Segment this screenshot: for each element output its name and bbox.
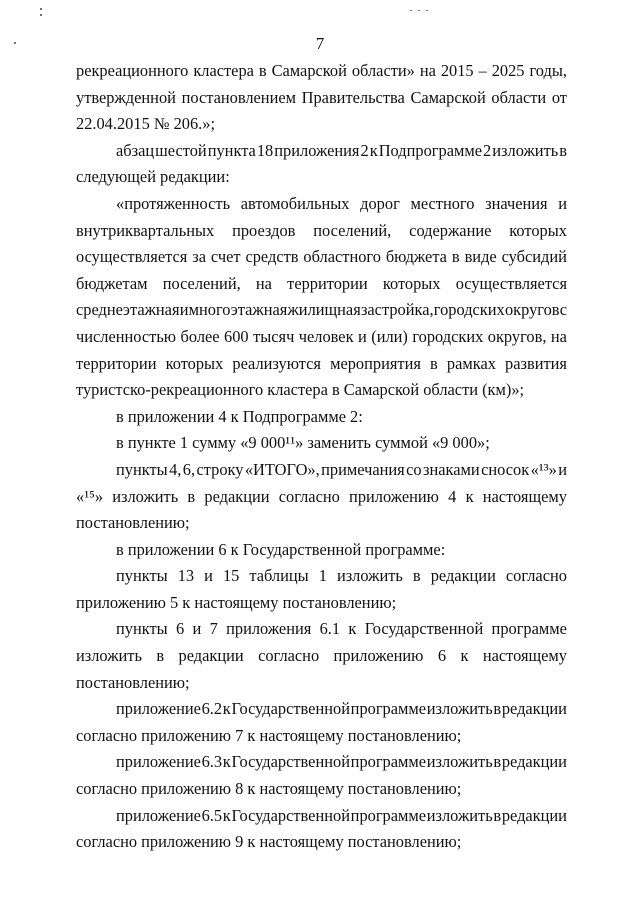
text-line: приложение 6.2 к Государственной программе изложить в редакции <box>116 699 567 719</box>
scan-speck <box>40 14 42 16</box>
text-line: 22.04.2015 № 206.»; <box>76 114 216 134</box>
text-line: пункты 6 и 7 приложения 6.1 к Государственной программе <box>116 619 567 639</box>
text-line: осуществляется за счет средств областного бюджета в виде субсидий <box>76 247 567 267</box>
text-line: абзац шестой пункта 18 приложения 2 к Подпрограмме 2 изложить в <box>116 140 567 160</box>
text-line: бюджетам поселений, на территории которых осуществляется <box>76 273 567 293</box>
text-line: туристско-рекреационного кластера в Самарской области (км)»; <box>76 380 525 400</box>
text-line: численностью более 600 тысяч человек и (или) городских округов, на <box>76 326 567 346</box>
text-line: «протяженность автомобильных дорог местного значения и <box>116 193 567 213</box>
text-line: в приложении 6 к Государственной программе: <box>116 539 446 559</box>
text-line: постановлению; <box>76 513 190 533</box>
text-line: утвержденной постановлением Правительства Самарской области от <box>76 87 567 107</box>
page-number: 7 <box>315 34 325 53</box>
text-line: согласно приложению 7 к настоящему постановлению; <box>76 725 462 745</box>
text-line: территории которых реализуются мероприятия в рамках развития <box>76 353 567 373</box>
text-line: в приложении 4 к Подпрограмме 2: <box>116 406 363 426</box>
document-body <box>76 58 567 856</box>
text-line: приложению 5 к настоящему постановлению; <box>76 592 397 612</box>
text-line: согласно приложению 9 к настоящему постановлению; <box>76 832 462 852</box>
text-line: рекреационного кластера в Самарской области» на 2015 – 2025 годы, <box>76 61 567 80</box>
scan-speck <box>410 10 412 11</box>
text-line: пункты 4, 6, строку «ИТОГО», примечания со знаками сносок «¹³» и <box>116 459 567 479</box>
scan-speck <box>418 10 420 11</box>
text-line: постановлению; <box>76 672 190 692</box>
scan-speck <box>426 10 428 11</box>
text-line: «¹⁵» изложить в редакции согласно приложению 4 к настоящему <box>76 486 567 506</box>
text-line: среднеэтажная и многоэтажная жилищная застройка, городских округов с <box>76 300 567 320</box>
text-line: внутриквартальных проездов поселений, содержание которых <box>76 220 567 240</box>
text-line: приложение 6.3 к Государственной программе изложить в редакции <box>116 752 567 772</box>
text-line: пункты 13 и 15 таблицы 1 изложить в редакции согласно <box>116 566 567 586</box>
text-line: следующей редакции: <box>76 167 230 187</box>
text-line: согласно приложению 8 к настоящему постановлению; <box>76 779 462 799</box>
text-line: изложить в редакции согласно приложению 6 к настоящему <box>76 646 567 666</box>
text-line: в пункте 1 сумму «9 000¹¹» заменить суммой «9 000»; <box>116 433 490 453</box>
scan-speck <box>40 8 42 10</box>
text-line: приложение 6.5 к Государственной программе изложить в редакции <box>116 805 567 825</box>
